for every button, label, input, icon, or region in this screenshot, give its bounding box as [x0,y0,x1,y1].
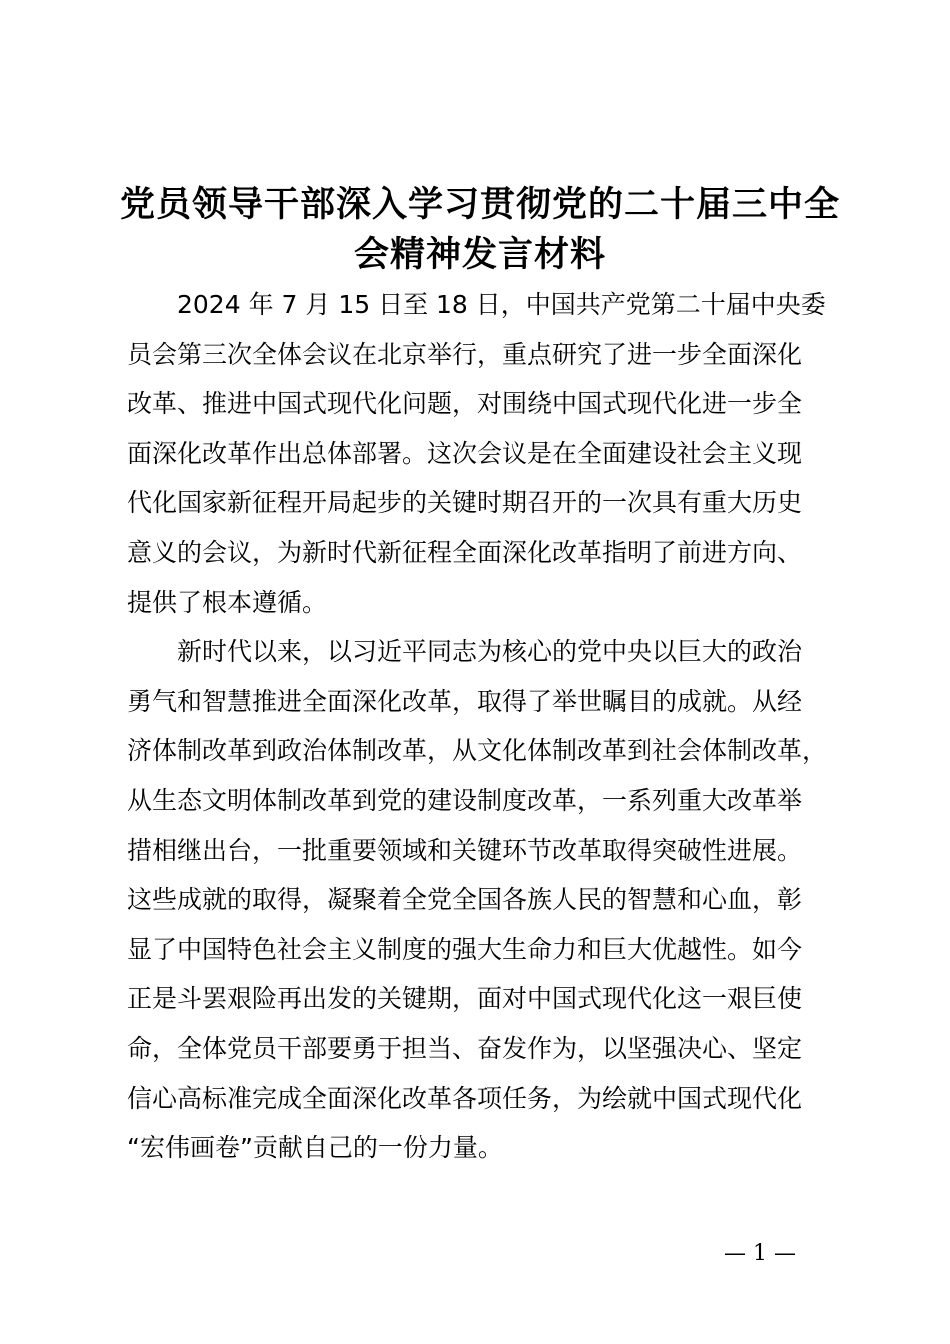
document-body [127,280,847,1173]
paragraph-line: 员会第三次全体会议在北京举行，重点研究了进一步全面深化 [127,339,803,369]
paragraph-line: 意义的会议，为新时代新征程全面深化改革指明了前进方向、 [127,537,803,567]
paragraph-line: 2024 年 7 月 15 日至 18 日，中国共产党第二十届中央委 [177,290,826,319]
paragraph-line: 提供了根本遵循。 [127,587,328,617]
paragraph-line: 代化国家新征程开局起步的关键时期召开的一次具有重大历史 [127,488,803,518]
paragraph-1 [127,280,847,627]
paragraph-line: “宏伟画卷”贡献自己的一份力量。 [127,1133,503,1163]
title-line: 党员领导干部深入学习贯彻党的二十届三中全 [119,185,840,225]
paragraph-line: 面深化改革作出总体部署。这次会议是在全面建设社会主义现 [127,438,803,468]
paragraph-line: 命，全体党员干部要勇于担当、奋发作为，以坚强决心、坚定 [127,1033,803,1063]
paragraph-line: 正是斗罢艰险再出发的关键期，面对中国式现代化这一艰巨使 [127,984,803,1014]
paragraph-line: 新时代以来，以习近平同志为核心的党中央以巨大的政治 [177,637,803,667]
paragraph-line: 信心高标准完成全面深化改革各项任务，为绘就中国式现代化 [127,1083,803,1113]
paragraph-line: 济体制改革到政治体制改革，从文化体制改革到社会体制改革， [127,736,828,766]
paragraph-line: 这些成就的取得，凝聚着全党全国各族人民的智慧和心血，彰 [127,885,803,915]
paragraph-2 [127,627,847,1173]
paragraph-line: 从生态文明体制改革到党的建设制度改革，一系列重大改革举 [127,785,803,815]
page-number: — 1 — [724,1241,796,1266]
paragraph-line: 勇气和智慧推进全面深化改革，取得了举世瞩目的成就。从经 [127,686,803,716]
paragraph-line: 改革、推进中国式现代化问题，对围绕中国式现代化进一步全 [127,389,803,419]
document-title [100,180,860,280]
paragraph-line: 措相继出台，一批重要领域和关键环节改革取得突破性进展。 [127,835,803,865]
title-line: 会精神发言材料 [353,235,606,275]
paragraph-line: 显了中国特色社会主义制度的强大生命力和巨大优越性。如今 [127,934,803,964]
